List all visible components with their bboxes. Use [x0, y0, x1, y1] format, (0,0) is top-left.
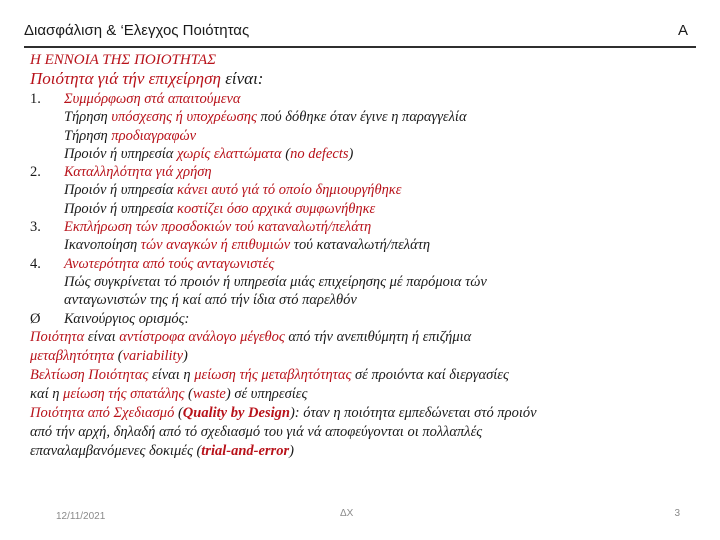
text-red: αντίστροφα ανάλογο μέγεθος [119, 328, 285, 345]
subheading-black: είναι: [220, 69, 264, 88]
text-black: Ικανοποίηση [64, 237, 141, 254]
item-line [30, 291, 700, 309]
list-item-1 [30, 90, 700, 108]
paragraph-quality-by-design [30, 404, 700, 461]
text-black: επαναλαμβανόμενες δοκιμές ( [30, 442, 202, 459]
text-red: trial-and-error [201, 442, 290, 459]
footer-date: 12/11/2021 [56, 511, 106, 522]
item-number: 1. [30, 91, 41, 107]
text-red: προδιαγραφών [111, 127, 197, 144]
text-red: Βελτίωση Ποιότητας [30, 366, 149, 383]
text-red: κοστίζει όσο αρχικά συμφωνήθηκε [177, 200, 376, 217]
text-red: Ποιότητα από Σχεδιασμό [30, 404, 175, 421]
paragraph-quality-improvement [30, 366, 700, 404]
item-line [30, 145, 700, 163]
item-title: Ανωτερότητα από τούς ανταγωνιστές [64, 255, 275, 272]
arrow-bullet-icon: Ø [30, 310, 41, 327]
text-red: Ποιότητα [30, 328, 85, 345]
text-black: ανταγωνιστών της ή καί από τήν ίδια στό παρελθόν [64, 292, 357, 309]
text-red: μείωση τής μεταβλητότητας [194, 366, 352, 383]
text-black: ( [174, 404, 183, 421]
text-black: Προιόν ή υπηρεσία [64, 182, 178, 199]
subheading-red: Ποιότητα γιά τήν επιχείρηση [30, 69, 221, 88]
slide-subheading [30, 68, 700, 90]
text-red: τών αναγκών ή επιθυμιών [140, 237, 291, 254]
text-black: ( [184, 385, 193, 402]
text-black: Πώς συγκρίνεται τό προιόν ή υπηρεσία μιάς επιχείρησης μέ παρόμοια τών [64, 273, 487, 290]
list-item-2 [30, 163, 700, 181]
text-black: πού δόθηκε όταν έγινε η παραγγελία [256, 109, 467, 126]
text-red: κάνει αυτό γιά τό οποίο δημιουργήθηκε [177, 182, 402, 199]
slide-body [30, 52, 700, 461]
footer-center: ΔΧ [340, 508, 354, 519]
item-title: Εκπλήρωση τών προσδοκιών τού καταναλωτή/πελάτη [64, 219, 372, 236]
text-black: από τήν αρχή, δηλαδή από τό σχεδιασμό του γιά νά αποφεύγονται οι πολλαπλές [30, 423, 483, 440]
item-title: Συμμόρφωση στά απαιτούμενα [64, 91, 241, 107]
text-red: variability [122, 347, 184, 364]
text-black: Τήρηση [64, 127, 112, 144]
text-red: μείωση τής σπατάλης [63, 385, 185, 402]
bullet-item [30, 310, 700, 328]
item-number: 3. [30, 219, 41, 236]
text-black: είναι [84, 328, 120, 345]
item-line [30, 127, 700, 145]
item-line [30, 108, 700, 126]
paragraph-quality-definition [30, 328, 700, 366]
slide-header [24, 20, 696, 48]
text-red: μεταβλητότητα [30, 347, 115, 364]
text-black: ): όταν η ποιότητα εμπεδώνεται στό προιόν [289, 404, 537, 421]
slide-heading: Η ΕΝΝΟΙΑ ΤΗΣ ΠΟΙΟΤΗΤΑΣ [30, 52, 217, 68]
page-number: 3 [674, 508, 680, 519]
item-line [30, 236, 700, 254]
item-line [30, 181, 700, 199]
item-line [30, 273, 700, 291]
text-black: ) [183, 347, 188, 364]
text-red: υπόσχεσης ή υποχρέωσης [111, 109, 257, 126]
list-item-4 [30, 255, 700, 273]
header-title: Διασφάλιση & ‘Ελεγχος Ποιότητας [24, 22, 250, 39]
text-black: ( [114, 347, 123, 364]
text-black: από τήν ανεπιθύμητη ή επιζήμια [284, 328, 472, 345]
text-black: Τήρηση [64, 109, 112, 126]
text-red: no defects [290, 145, 349, 162]
text-black: ) [289, 442, 294, 459]
text-black: είναι η [148, 366, 195, 383]
list-item-3 [30, 218, 700, 236]
header-letter: A [677, 22, 688, 39]
text-black: Προιόν ή υπηρεσία [64, 200, 178, 217]
text-black: ) [348, 145, 354, 162]
text-black: σέ προιόντα καί διεργασίες [351, 366, 509, 383]
text-black: τού καταναλωτή/πελάτη [290, 237, 431, 254]
item-number: 4. [30, 255, 41, 272]
item-line [30, 200, 700, 218]
text-red: Quality by Design [182, 404, 290, 421]
item-number: 2. [30, 164, 41, 181]
text-black: καί η [30, 385, 64, 402]
text-black: Προιόν ή υπηρεσία [64, 145, 178, 162]
text-red: waste [192, 385, 226, 402]
bullet-text: Καινούργιος ορισμός: [64, 310, 190, 327]
text-black: ) σέ υπηρεσίες [225, 385, 308, 402]
item-title: Καταλληλότητα γιά χρήση [64, 164, 212, 181]
text-black: ( [281, 145, 291, 162]
text-red: χωρίς ελαττώματα [177, 145, 282, 162]
